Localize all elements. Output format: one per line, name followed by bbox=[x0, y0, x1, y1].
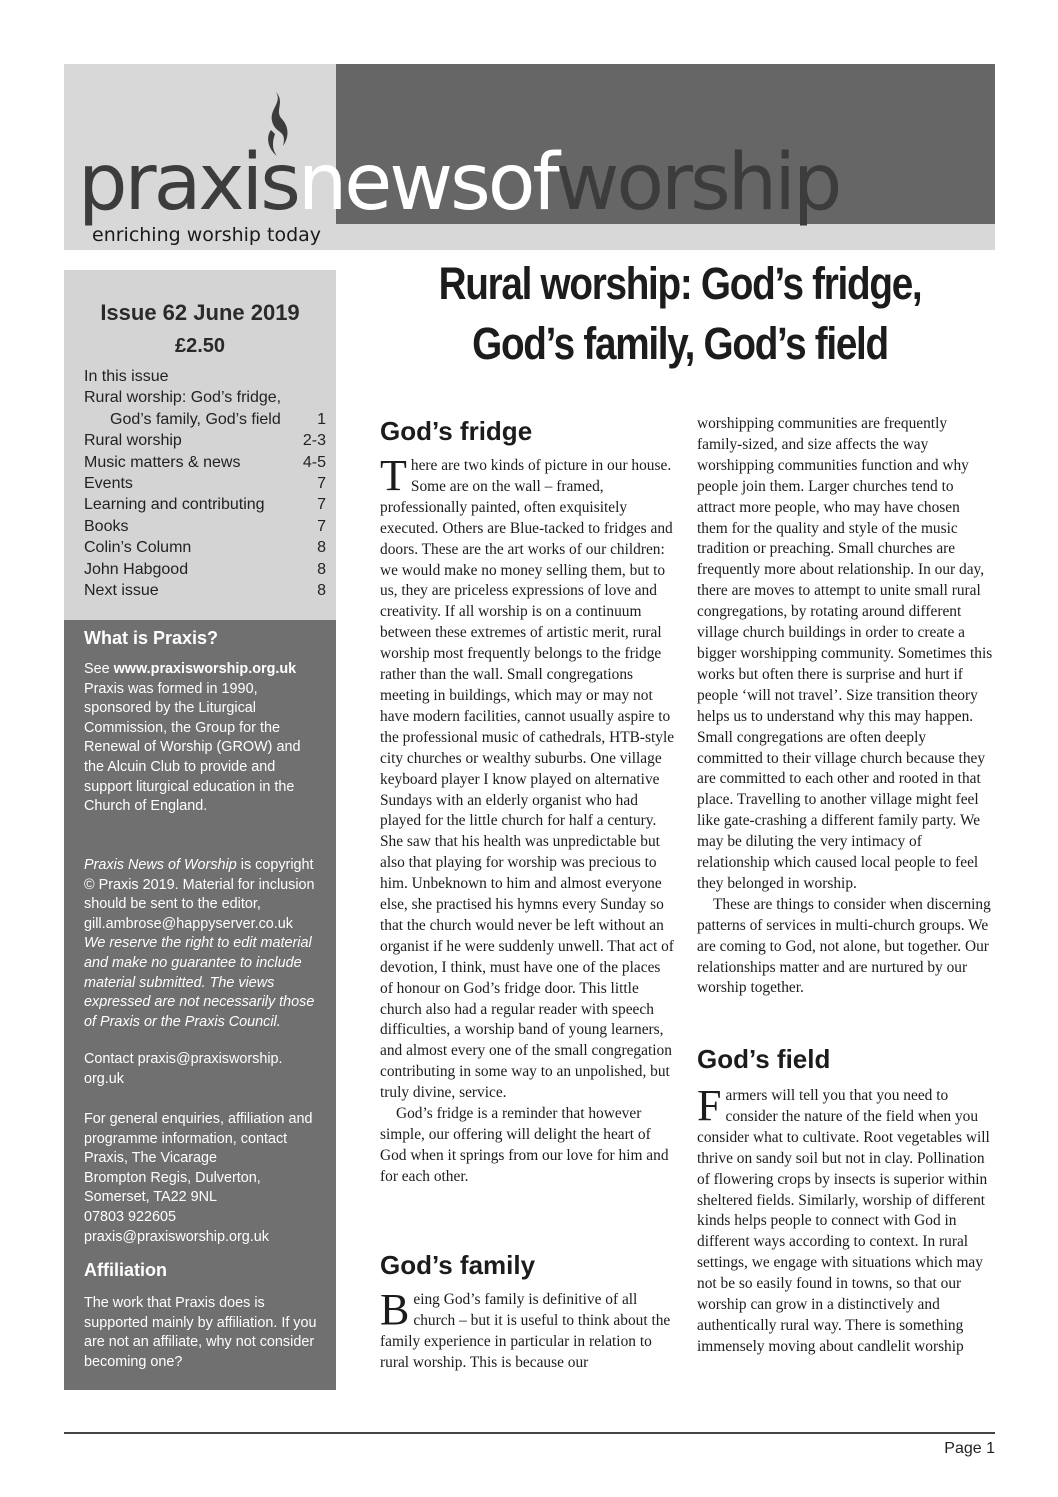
family-text: eing God’s family is definitive of all church – but it is useful to think about the family experience in particular in relation to rural worship. This is because our bbox=[380, 1291, 671, 1371]
toc-item[interactable] bbox=[84, 516, 326, 537]
family-paragraph-1 bbox=[380, 1285, 676, 1374]
toc-page: 7 bbox=[317, 474, 326, 492]
toc-page: 8 bbox=[317, 581, 326, 599]
toc-page: 8 bbox=[317, 560, 326, 578]
headline-line-2: God’s family, God’s field bbox=[472, 318, 888, 369]
toc-title: Colin’s Column bbox=[84, 539, 192, 557]
enquiries-text: For general enquiries, affiliation and programme information, contact Praxis, The Vicarage bbox=[84, 1111, 313, 1167]
toc-title: Music matters & news bbox=[84, 453, 241, 471]
article-column-2-field bbox=[697, 1081, 993, 1358]
toc-title: Events bbox=[84, 474, 133, 492]
affiliation-heading: Affiliation bbox=[84, 1260, 167, 1280]
drop-cap: F bbox=[697, 1081, 722, 1130]
what-is-praxis-heading: What is Praxis? bbox=[84, 628, 219, 648]
toc-page: 8 bbox=[317, 539, 326, 557]
footer-rule bbox=[64, 1432, 995, 1434]
fridge-paragraph-2: God’s fridge is a reminder that however simple, our offering will delight the heart of God when it springs from our love for him and for each other. bbox=[380, 1105, 669, 1185]
praxis-website-link[interactable]: www.praxisworship.org.uk bbox=[113, 661, 297, 677]
section-heading-field: God’s field bbox=[697, 1044, 831, 1074]
toc-item[interactable] bbox=[84, 430, 326, 451]
address-line: Brompton Regis, Dulverton, bbox=[84, 1169, 261, 1186]
enquiries-block bbox=[84, 1110, 324, 1247]
masthead-title-worship: worship bbox=[555, 138, 840, 228]
article-column-1-family bbox=[380, 1285, 676, 1374]
toc-item[interactable] bbox=[84, 494, 326, 515]
copyright-disclaimer: We reserve the right to edit material and make no guarantee to include material submitted. The views expressed are not necessarily those of Praxis or the Praxis Council. bbox=[84, 935, 315, 1030]
toc-item[interactable] bbox=[84, 387, 326, 408]
email-address[interactable]: praxis@praxisworship.org.uk bbox=[84, 1228, 269, 1245]
fridge-paragraph-1 bbox=[380, 451, 676, 1104]
address-line: Somerset, TA22 9NL bbox=[84, 1189, 218, 1206]
toc-title: Rural worship: God’s fridge, bbox=[84, 389, 282, 407]
headline-line-1: Rural worship: God’s fridge, bbox=[438, 258, 922, 309]
section-heading-family: God’s family bbox=[380, 1250, 536, 1280]
drop-cap: T bbox=[380, 451, 407, 500]
toc-page: 7 bbox=[317, 517, 326, 535]
toc-heading-row bbox=[84, 366, 326, 387]
article-column-1 bbox=[380, 451, 676, 1188]
copyright-title: Praxis News of Worship bbox=[84, 857, 237, 873]
sidebar-info-panel bbox=[64, 620, 336, 1390]
what-is-praxis-body: Praxis was formed in 1990, sponsored by the Liturgical Commission, the Group for the Renewal of Worship (GROW) and the Alcuin Club to provide and support liturgical education in the Church of England. bbox=[84, 680, 301, 815]
toc-title: Books bbox=[84, 517, 129, 535]
toc-page: 2-3 bbox=[302, 432, 326, 450]
see-label: See bbox=[84, 661, 110, 677]
article-headline bbox=[396, 254, 964, 374]
issue-info: Issue 62 June 2019 bbox=[100, 300, 300, 325]
affiliation-text: The work that Praxis does is supported mainly by affiliation. If you are not an affiliate, why not consider becoming one? bbox=[84, 1295, 317, 1370]
contact-email[interactable]: Contact praxis@praxisworship. org.uk bbox=[84, 1051, 283, 1087]
toc-title: Next issue bbox=[84, 581, 159, 599]
field-paragraph-1 bbox=[697, 1081, 993, 1358]
table-of-contents bbox=[84, 366, 326, 601]
toc-item[interactable] bbox=[84, 537, 326, 558]
toc-item[interactable] bbox=[84, 452, 326, 473]
masthead-tagline: enriching worship today bbox=[92, 224, 322, 246]
toc-item[interactable] bbox=[84, 559, 326, 580]
toc-item[interactable] bbox=[84, 580, 326, 601]
toc-heading: In this issue bbox=[84, 368, 169, 385]
toc-item[interactable] bbox=[84, 473, 326, 494]
masthead bbox=[64, 64, 995, 250]
masthead-title-praxis: praxis bbox=[78, 138, 298, 228]
toc-title: Rural worship bbox=[84, 432, 182, 450]
field-text: armers will tell you that you need to consider the nature of the field when you consider what to cultivate. Root vegetables will thrive on sandy soil but not in clay. Pollination of flowering crops by insects is superior within sheltered fields. Similarly, worship of different kinds helps people to connect with God in different ways according to context. In rural settings, we engage with situations which may not be so easily found in towns, so that our worship can grow in a distinctively and authentically rural way. There is something immensely moving about candlelit worship bbox=[697, 1087, 990, 1355]
toc-page: 7 bbox=[317, 496, 326, 514]
fridge-text: here are two kinds of picture in our house. Some are on the wall – framed, professionally painted, often exquisitely executed. Others are Blue-tacked to fridges and doors. These are the art works of our children: we would make no money selling them, but to us, they are priceless expressions of love and creativity. If all worship is on a continuum between these extremes of artistic merit, rural worship most frequently belongs to the fridge rather than the wall. Small congregations meeting in buildings, which may or may not have modern facilities, cannot usually aspire to the professional music of cathedrals, HTB-style city churches or wealthy suburbs. One village keyboard player I know played on alternative Sundays with an elderly organist who had played for the little church for half a century. She saw that his health was unpredictable but also that playing for worship was precious to him. Unbeknown to him and almost everyone else, she practised his hymns every Sunday so that the church would never be left without an organist if he were suddenly unwell. That act of devotion, I think, must have one of the places of honour on God’s fridge door. This little church also had a regular reader with speech difficulties, a worship band of young learners, and almost every one of the small congregation contributing in some way to an unpolished, but truly divine, service. bbox=[380, 457, 675, 1102]
sidebar-contents-panel bbox=[64, 270, 336, 620]
toc-page: 4-5 bbox=[302, 453, 326, 471]
what-is-praxis-text bbox=[84, 660, 324, 817]
family-paragraph-3: These are things to consider when discerning patterns of services in multi-church groups. We are coming to God, not alone, but together. Our relationships matter and are nurtured by our worship together. bbox=[697, 895, 991, 997]
copyright-notice bbox=[84, 856, 324, 1032]
page-number: Page 1 bbox=[944, 1440, 995, 1457]
masthead-title bbox=[78, 138, 840, 228]
family-paragraph-2: worshipping communities are frequently family-sized, and size affects the way worshipping communities function and why people join them. Larger churches tend to attract more people, who may have chosen them for the quality and style of the music tradition or preaching. Small churches are frequently more about relationship. In our day, there are moves to attempt to unite small rural congregations, by rotating around different village church buildings in order to create a bigger worshipping community. Sometimes this works but often there is surprise and hurt if people ‘will not travel’. Size transition theory helps us to understand why this may happen. Small congregations are often deeply committed to their village church because they are committed to each other and rooted in that place. Travelling to another village might feel like gate-crashing a different family party. We may be diluting the very intimacy of relationship which caused local people to feel they belonged in worship. bbox=[697, 415, 993, 892]
toc-title: God’s family, God’s field bbox=[110, 410, 281, 428]
masthead-title-newsof: newsof bbox=[297, 138, 556, 228]
toc-page: 1 bbox=[317, 410, 326, 428]
toc-title: John Habgood bbox=[84, 560, 189, 578]
phone-number: 07803 922605 bbox=[84, 1208, 177, 1225]
section-heading-fridge: God’s fridge bbox=[380, 416, 533, 446]
article-column-2 bbox=[697, 414, 993, 999]
issue-price: £2.50 bbox=[174, 335, 226, 357]
copyright-body: is copyright © Praxis 2019. Material for inclusion should be sent to the editor, gill.ambrose@happyserver.co.uk bbox=[84, 857, 315, 932]
toc-item[interactable] bbox=[84, 409, 326, 430]
drop-cap: B bbox=[380, 1285, 410, 1334]
toc-title: Learning and contributing bbox=[84, 496, 265, 514]
